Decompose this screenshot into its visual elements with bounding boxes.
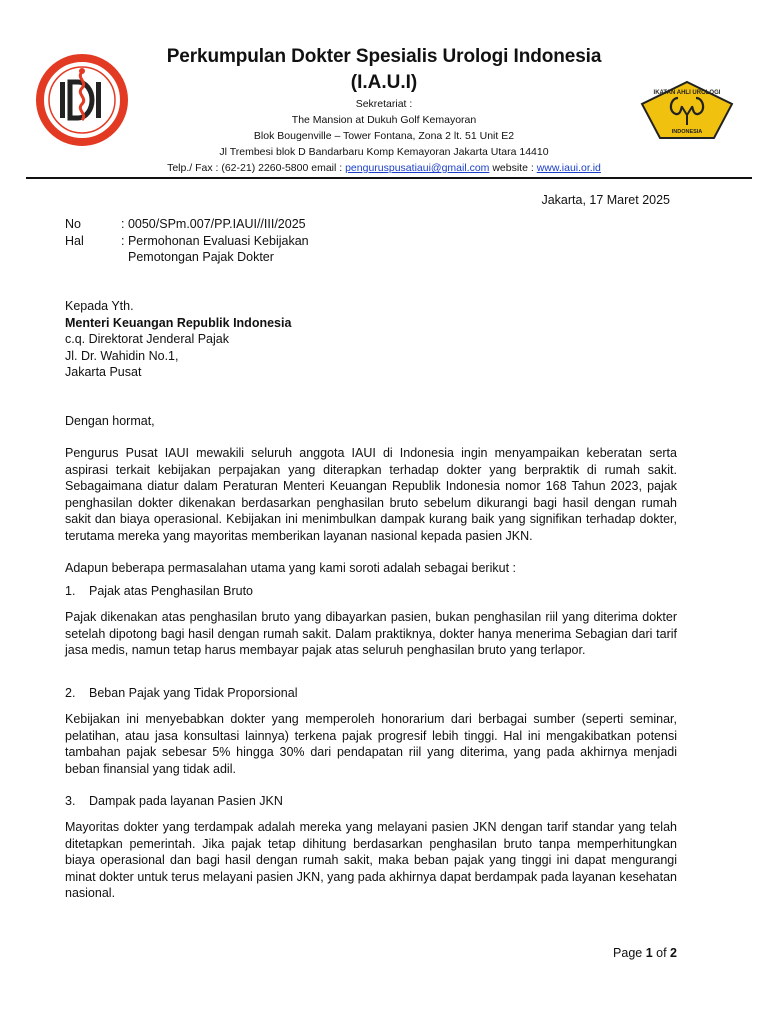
point-2-heading — [65, 685, 297, 702]
point-2-text: Kebijakan ini menyebabkan dokter yang memperoleh honorarium dari berbagai sumber (seperti seminar, pelatihan, atau jasa konsultasi lainnya) terkena pajak progresif lebih tinggi. Hal ini mengakibatkan potensi tambahan pajak sebesar 5% hingga 30% dari pendapatan riil yang diterima, yang pada akhirnya menjadi beban finansial yang tidak adil. — [65, 712, 677, 776]
iaui-logo — [640, 80, 734, 140]
contact-prefix: Telp./ Fax : (62-21) 2260-5800 email : — [167, 162, 346, 174]
contact-line — [120, 160, 648, 176]
org-name: Perkumpulan Dokter Spesialis Urologi Indonesia — [166, 46, 602, 67]
point-1-heading — [65, 583, 253, 600]
email-link[interactable]: penguruspusatiaui@gmail.com — [345, 162, 490, 174]
addressee-line: Jl. Dr. Wahidin No.1, — [65, 348, 179, 363]
idi-logo — [36, 54, 128, 146]
intro-paragraph: Pengurus Pusat IAUI mewakili seluruh anggota IAUI di Indonesia ingin menyampaikan keberatan serta aspirasi terkait kebijakan perpajakan yang diterapkan terhadap dokter yang berpraktik di rumah sakit. Sebagaimana diatur dalam Peraturan Menteri Keuangan Republik Indonesia nomor 168 Tahun 2023, pajak penghasilan dokter dikenakan berdasarkan penghasilan bruto sebelum dikurangi bagi hasil dengan rumah sakit dan biaya operasional. Kebijakan ini menimbulkan dampak kurang baik yang signifikan terhadap dokter, terutama mereka yang mayoritas memberikan layanan nasional kepada pasien JKN. — [65, 446, 677, 543]
iaui-logo-text-bottom: INDONESIA — [671, 129, 703, 135]
subject-value-continued: Pemotongan Pajak Dokter — [128, 250, 274, 264]
address-line-2: Blok Bougenville – Tower Fontana, Zona 2 lt. 51 Unit E2 — [253, 130, 515, 142]
page-word: Page — [613, 946, 646, 960]
point-title: Dampak pada layanan Pasien JKN — [89, 794, 283, 808]
addressee-line: Jakarta Pusat — [65, 365, 142, 379]
point-title: Pajak atas Penghasilan Bruto — [89, 584, 253, 598]
letterhead — [120, 44, 648, 176]
address-line-1: The Mansion at Dukuh Golf Kemayoran — [291, 114, 477, 126]
point-1-text: Pajak dikenakan atas penghasilan bruto yang dibayarkan pasien, bukan penghasilan riil yang diterima dokter setelah dipotong bagi hasil dengan rumah sakit. Dalam praktiknya, dokter hanya menerima Sebagian dari tarif jasa medis, namun tetap harus membayar pajak atas seluruh penghasilan bruto yang terlapor. — [65, 610, 677, 657]
point-title: Beban Pajak yang Tidak Proporsional — [89, 686, 298, 700]
issues-intro: Adapun beberapa permasalahan utama yang kami soroti adalah sebagai berikut : — [65, 561, 516, 575]
letter-date: Jakarta, 17 Maret 2025 — [541, 193, 670, 207]
secretariat-label: Sekretariat : — [355, 98, 413, 110]
number-label: No — [65, 217, 81, 231]
website-prefix: website : — [489, 162, 537, 174]
addressee-block — [65, 298, 291, 381]
page-of: of — [652, 946, 671, 960]
addressee-line: Kepada Yth. — [65, 299, 134, 313]
point-number: 1. — [65, 584, 76, 598]
letter-meta — [65, 216, 309, 266]
point-3-text: Mayoritas dokter yang terdampak adalah mereka yang melayani pasien JKN dengan tarif standar yang telah ditetapkan pemerintah. Jika pajak tetap dihitung berdasarkan penghasilan bruto tanpa memperhitungkan biaya operasional dan bagi hasil dengan rumah sakit, maka beban pajak yang tinggi ini dapat mengurangi minat dokter untuk terus melayani pasien JKN, yang pada akhirnya dapat berdampak pada layanan kesehatan nasional. — [65, 820, 677, 900]
page-total: 2 — [670, 946, 677, 960]
subject-label: Hal — [65, 233, 84, 248]
page-number — [613, 946, 677, 960]
number-value: : 0050/SPm.007/PP.IAUI//III/2025 — [121, 217, 306, 231]
org-abbreviation: (I.A.U.I) — [350, 72, 418, 93]
iaui-logo-text-top: IKATAN AHLI UROLOGI — [653, 90, 721, 96]
addressee-line: c.q. Direktorat Jenderal Pajak — [65, 332, 229, 346]
website-link[interactable]: www.iaui.or.id — [536, 162, 601, 174]
point-3-heading — [65, 793, 283, 810]
greeting: Dengan hormat, — [65, 414, 155, 428]
header-divider — [26, 177, 752, 179]
point-number: 2. — [65, 686, 76, 700]
addressee-name: Menteri Keuangan Republik Indonesia — [65, 315, 292, 330]
point-number: 3. — [65, 794, 76, 808]
subject-value: : Permohonan Evaluasi Kebijakan — [121, 233, 309, 248]
address-line-3: Jl Trembesi blok D Bandarbaru Komp Kemayoran Jakarta Utara 14410 — [219, 146, 549, 158]
page-current: 1 — [645, 946, 653, 960]
